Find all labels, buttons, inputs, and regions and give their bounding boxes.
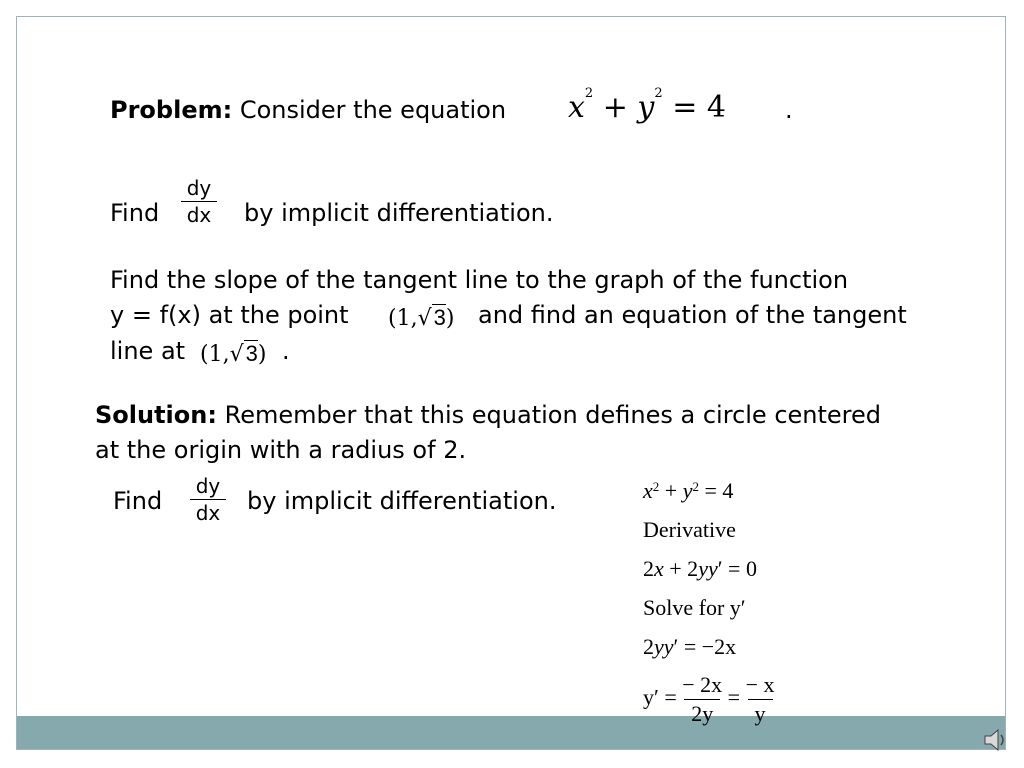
step-derivative-equation: 2x + 2yy′ = 0 (643, 556, 757, 581)
find2-prefix: Find (113, 487, 163, 515)
point-notation: (1,√3) (388, 305, 455, 331)
slope-line-1: Find the slope of the tangent line to the graph of the function (110, 266, 849, 294)
problem-equation: $x^2 + y^2 = 4$ (568, 86, 726, 125)
solution-label: Solution: (95, 401, 217, 429)
solution-line-1: Solution: Remember that this equation defines a circle centered (95, 401, 882, 429)
slope-period: . (282, 337, 290, 365)
slope-line-2-suffix: and find an equation of the tangent (478, 301, 907, 329)
problem-line (110, 93, 506, 127)
slope-line-3-prefix: line at (110, 337, 186, 365)
solution-steps (643, 476, 775, 731)
speaker-icon[interactable] (983, 726, 1007, 754)
solution-line-2: at the origin with a radius of 2. (95, 436, 467, 464)
fraction-2: $\frac{- x}{y}$ (745, 672, 775, 726)
problem-label: Problem: (110, 96, 233, 124)
dy-dx-fraction: dy dx (181, 176, 217, 227)
point-notation-2: (1,√3) (200, 341, 267, 367)
find2-suffix: by implicit differentiation. (247, 487, 557, 515)
step-final-equation: y′ = $\frac{- 2x}{2y}$ = $\frac{- x}{y}$ (643, 672, 775, 726)
slide-footer-bar (17, 716, 1005, 749)
step-equation: $x^2 + y^2 = 4$ (643, 478, 734, 503)
find-suffix: by implicit differentiation. (244, 199, 554, 227)
fraction-1: $\frac{- 2x}{2y}$ (682, 672, 723, 726)
step-isolated-equation: 2yy′ = −2x (643, 634, 737, 659)
step-derivative-label: Derivative (643, 517, 736, 542)
problem-period: . (785, 96, 793, 124)
find-prefix: Find (110, 199, 160, 227)
dy-dx-fraction-2: dy dx (190, 474, 226, 525)
slope-line-2-prefix: y = f(x) at the point (110, 301, 349, 329)
problem-text: Consider the equation (239, 96, 507, 124)
step-solve-label: Solve for y′ (643, 595, 746, 620)
